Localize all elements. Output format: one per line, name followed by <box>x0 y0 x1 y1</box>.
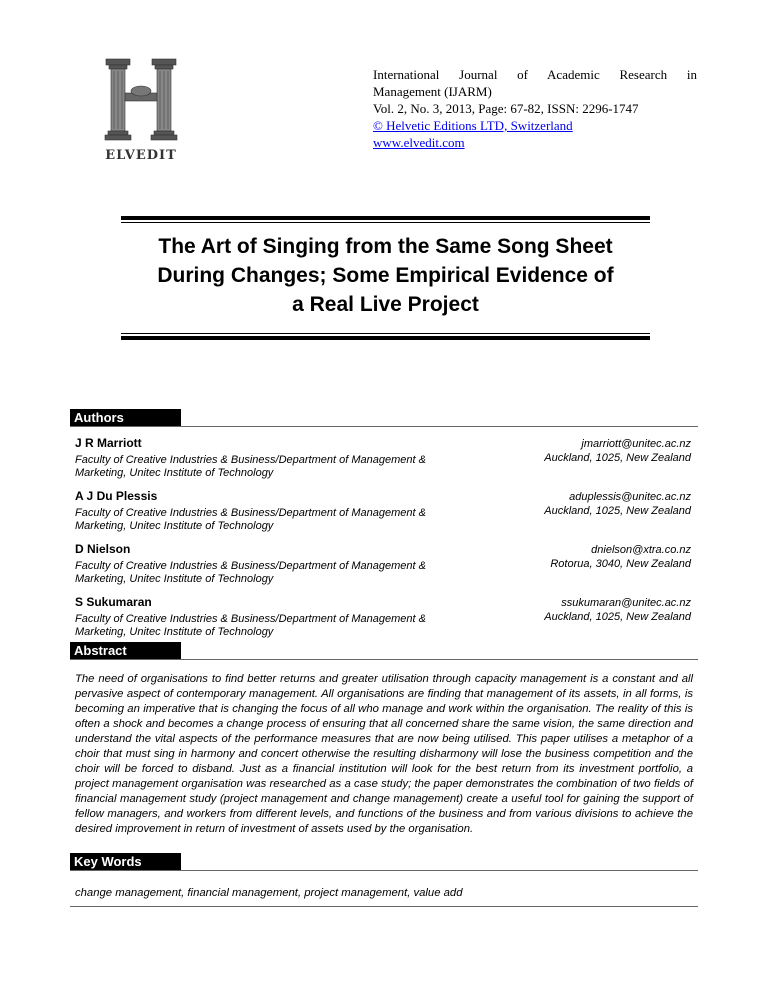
author-email[interactable]: aduplessis@unitec.ac.nz <box>569 491 691 503</box>
author-name: S Sukumaran <box>75 595 152 609</box>
title-top-rule-thin <box>121 222 650 223</box>
title-bottom-rule <box>121 336 650 340</box>
publisher-link[interactable]: © Helvetic Editions LTD, Switzerland <box>373 118 573 133</box>
keywords-text: change management, financial management, project management, value add <box>75 887 463 899</box>
author-entry <box>75 595 465 639</box>
title-line-1: The Art of Singing from the Same Song Sheet <box>158 235 613 258</box>
journal-name-line2: Management (IJARM) <box>373 84 492 99</box>
author-location: Rotorua, 3040, New Zealand <box>550 558 691 570</box>
author-affiliation-line1: Faculty of Creative Industries & Business/Department of Management & <box>75 507 426 519</box>
publisher-logo <box>100 55 182 167</box>
author-contact <box>470 490 691 518</box>
abstract-text: The need of organisations to find better returns and greater utilisation through capacity management is a constant and all pervasive aspect of contemporary management. All organisations are finding that management of its assets, in all forms, is becoming an imperative that is changing the focus of all who manage and work within the organisation. The reality of this is often a shock and becomes a change process of ensuring that all concerned share the same vision, the same direction and understand the vital aspects of the performance measures that are now being utilised. This paper utilises a metaphor of a choir that must sing in harmony and concert otherwise the resulting disharmony will lose the business competition and the choir will be forced to disband. Just as a financial institution will look for the best return from its investment portfolio, a project management organisation was researched as a case study; the paper demonstrates the combination of two fields of financial management study (project management and change management) create a useful tool for gaining the support of fellow managers, and workers from different levels, and functions of the business and from various divisions to achieve the desired improvement in return of investment of assets used by the organisation. <box>75 673 693 835</box>
keywords-bottom-rule <box>70 906 698 907</box>
authors-label: Authors <box>70 409 181 426</box>
author-name: J R Marriott <box>75 436 142 450</box>
author-affiliation-line2: Marketing, Unitec Institute of Technology <box>75 626 274 638</box>
author-affiliation-line2: Marketing, Unitec Institute of Technology <box>75 573 274 585</box>
author-email[interactable]: dnielson@xtra.co.nz <box>591 544 691 556</box>
author-affiliation-line1: Faculty of Creative Industries & Business/Department of Management & <box>75 613 426 625</box>
abstract-section-header <box>70 642 698 660</box>
keywords-label: Key Words <box>70 853 181 870</box>
logo-wordmark: ELVEDIT <box>105 148 177 163</box>
author-affiliation-line2: Marketing, Unitec Institute of Technology <box>75 467 274 479</box>
author-contact <box>470 596 691 624</box>
journal-name-line1: International Journal of Academic Research in <box>373 67 697 82</box>
author-entry <box>75 542 465 586</box>
author-location: Auckland, 1025, New Zealand <box>544 611 691 623</box>
title-top-rule <box>121 216 650 220</box>
pillar-logo-icon <box>100 55 182 167</box>
author-entry <box>75 489 465 533</box>
author-location: Auckland, 1025, New Zealand <box>544 452 691 464</box>
volume-info: Vol. 2, No. 3, 2013, Page: 67-82, ISSN: 2296-1747 <box>373 101 639 116</box>
author-location: Auckland, 1025, New Zealand <box>544 505 691 517</box>
title-line-3: a Real Live Project <box>292 293 479 316</box>
paper-title <box>121 232 650 319</box>
author-contact <box>470 437 691 465</box>
title-bottom-rule-thin <box>121 333 650 334</box>
author-name: A J Du Plessis <box>75 489 158 503</box>
author-entry <box>75 436 465 480</box>
journal-info <box>373 66 697 151</box>
website-link[interactable]: www.elvedit.com <box>373 135 465 150</box>
authors-section-header <box>70 409 698 427</box>
author-name: D Nielson <box>75 542 131 556</box>
author-affiliation-line1: Faculty of Creative Industries & Business/Department of Management & <box>75 560 426 572</box>
keywords-section-header <box>70 853 698 871</box>
author-contact <box>470 543 691 571</box>
author-email[interactable]: jmarriott@unitec.ac.nz <box>581 438 691 450</box>
abstract-label: Abstract <box>70 642 181 659</box>
author-email[interactable]: ssukumaran@unitec.ac.nz <box>561 597 691 609</box>
author-affiliation-line2: Marketing, Unitec Institute of Technology <box>75 520 274 532</box>
author-affiliation-line1: Faculty of Creative Industries & Business/Department of Management & <box>75 454 426 466</box>
title-line-2: During Changes; Some Empirical Evidence of <box>157 264 614 287</box>
